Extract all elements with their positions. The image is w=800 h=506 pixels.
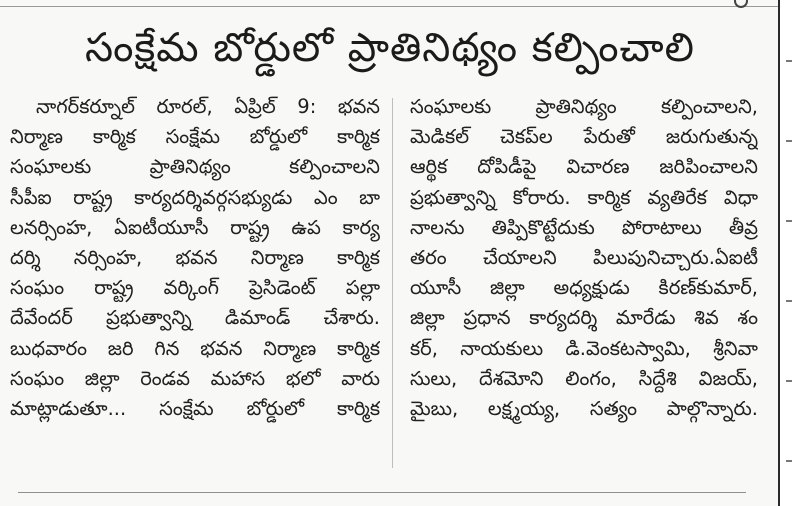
- body-line: నాగర్‌కర్నూల్ రూరల్, ఏప్రిల్ 9: భవన: [36, 95, 380, 118]
- right-column: [410, 92, 758, 424]
- edge-tick: [786, 220, 792, 222]
- body-line: బుధవారం జరి గిన భవన నిర్మాణ కార్మిక: [10, 336, 380, 360]
- left-column: [10, 92, 380, 424]
- body-line: దేవేందర్ ప్రభుత్వాన్ని డిమాండ్ చేశారు.: [10, 306, 380, 330]
- body-line: నిర్మాణ కార్మిక సంక్షేమ బోర్డులో కార్మిక: [10, 125, 380, 149]
- body-line: ప్రభుత్వాన్ని కోరారు. కార్మిక వ్యతిరేక విధా: [410, 185, 758, 209]
- body-line: కర్, నాయకులు డి.వెంకటస్వామి, శ్రీనివా: [410, 336, 758, 360]
- body-line: దర్శి నర్సింహ, భవన నిర్మాణ కార్మిక: [10, 245, 380, 269]
- body-line: లనర్సింహ, ఏఐటీయూసీ రాష్ట్ర ఉప కార్య: [10, 215, 380, 239]
- body-line: నాలను తిప్పికొట్టేదుకు పోరాటాలు తీవ్ర: [410, 215, 758, 239]
- top-rule: [0, 0, 778, 7]
- body-line: సంఘం రాష్ట్ర వర్కింగ్ ప్రెసిడెంట్ పల్లా: [10, 276, 380, 300]
- edge-tick: [786, 60, 792, 62]
- body-line: ఆర్థిక దోపిడీపై విచారణ జరిపించాలని: [410, 155, 758, 179]
- edge-tick: [786, 380, 792, 382]
- edge-tick: [786, 140, 792, 142]
- body-line: సంఘాలకు ప్రాతినిథ్యం కల్పించాలని: [10, 155, 380, 179]
- body-line: సంఘాలకు ప్రాతినిథ్యం కల్పించాలని,: [410, 95, 758, 118]
- body-line: మెడికల్ చెకప్‌ల పేరుతో జరుగుతున్న: [410, 125, 758, 149]
- body-line: సంఘం జిల్లా రెండవ మహాస భలో వారు: [10, 366, 380, 390]
- body-line: యూసీ జిల్లా అధ్యక్షుడు కిరణ్‌కుమార్,: [410, 276, 758, 300]
- column-divider: [392, 98, 393, 468]
- bottom-rule: [18, 492, 746, 493]
- body-line: తరం చేయాలని పిలుపునిచ్చారు.ఏఐటీ: [410, 245, 758, 269]
- edge-tick: [786, 460, 792, 462]
- edge-tick: [786, 300, 792, 302]
- article-body: [10, 92, 758, 472]
- article-headline: సంక్షేమ బోర్డులో ప్రాతినిథ్యం కల్పించాలి: [85, 25, 695, 71]
- page-edge-strip: [778, 0, 800, 506]
- body-line: మాట్లాడుతూ... సంక్షేమ బోర్డులో కార్మిక: [10, 396, 380, 420]
- body-line: జిల్లా ప్రధాన కార్యదర్శి మారేడు శివ శం: [410, 306, 758, 330]
- body-line: సులు, దేశమోని లింగం, సిద్దేశి విజయ్,: [410, 366, 758, 390]
- body-line: సీపీఐ రాష్ట్ర కార్యదర్శివర్గసభ్యుడు ఎం బా: [10, 185, 380, 209]
- body-line: మైబు, లక్ష్మయ్య, సత్యం పాల్గొన్నారు.: [410, 396, 758, 420]
